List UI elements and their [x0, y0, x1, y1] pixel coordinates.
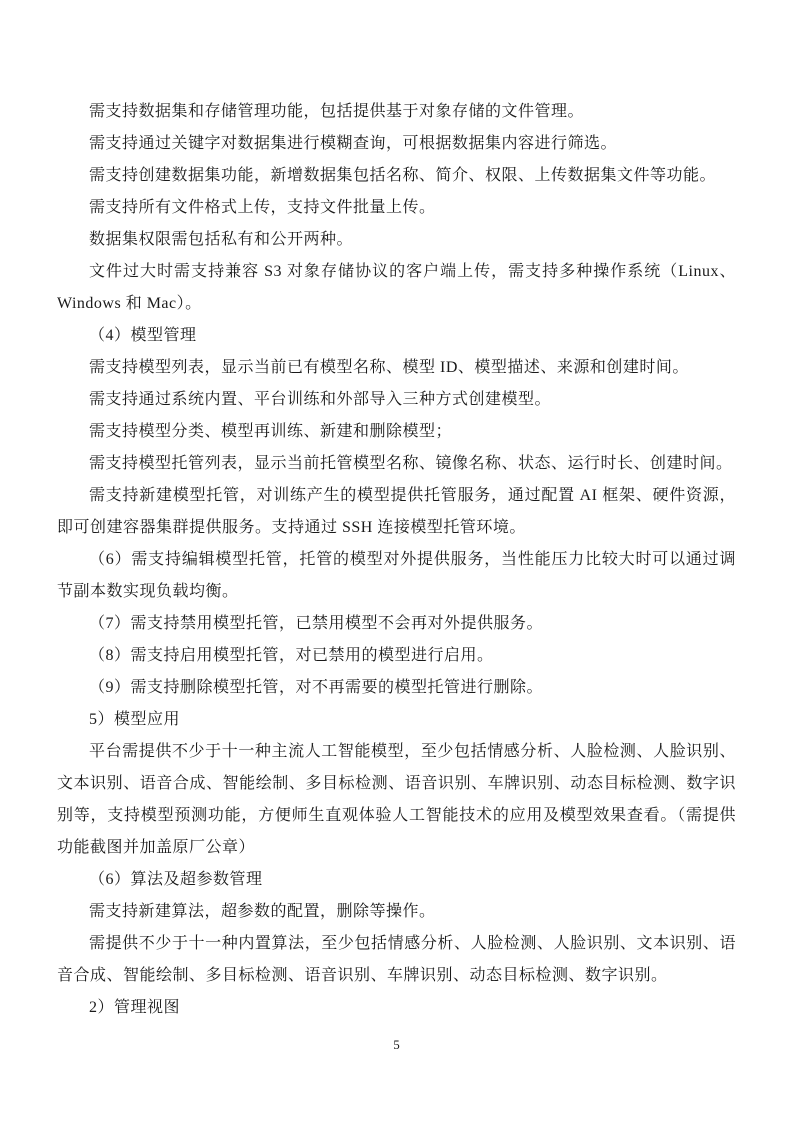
- paragraph-model-create-methods: 需支持通过系统内置、平台训练和外部导入三种方式创建模型。: [89, 391, 552, 408]
- paragraph-model-hosting-create: 需支持新建模型托管，对训练产生的模型提供托管服务，通过配置 AI 框架、硬件资源，即可创建容器集群提供服务。支持通过 SSH 连接模型托管环境。: [57, 487, 736, 536]
- paragraph-dataset-create: 需支持创建数据集功能，新增数据集包括名称、简介、权限、上传数据集文件等功能。: [89, 167, 717, 184]
- section-heading-management-view: 2）管理视图: [89, 999, 181, 1016]
- paragraph-model-hosting-disable: （7）需支持禁用模型托管，已禁用模型不会再对外提供服务。: [89, 615, 544, 632]
- paragraph-dataset-permission: 数据集权限需包括私有和公开两种。: [89, 231, 354, 248]
- paragraph-model-classify: 需支持模型分类、模型再训练、新建和删除模型；: [89, 423, 453, 440]
- section-heading-model-application: 5）模型应用: [89, 711, 181, 728]
- paragraph-file-upload: 需支持所有文件格式上传，支持文件批量上传。: [89, 199, 436, 216]
- paragraph-model-hosting-enable: （8）需支持启用模型托管，对已禁用的模型进行启用。: [89, 647, 494, 664]
- paragraph-model-hosting-edit: （6）需支持编辑模型托管，托管的模型对外提供服务，当性能压力比较大时可以通过调节副本数实现负载均衡。: [57, 551, 736, 600]
- section-heading-model-management: （4）模型管理: [89, 327, 197, 344]
- paragraph-model-hosting-delete: （9）需支持删除模型托管，对不再需要的模型托管进行删除。: [89, 679, 544, 696]
- paragraph-algorithm-operations: 需支持新建算法，超参数的配置，删除等操作。: [89, 903, 436, 920]
- paragraph-dataset-storage: 需支持数据集和存储管理功能，包括提供基于对象存储的文件管理。: [89, 103, 585, 120]
- page-number: 5: [393, 1037, 400, 1052]
- paragraph-model-hosting-list: 需支持模型托管列表，显示当前托管模型名称、镜像名称、状态、运行时长、创建时间。: [89, 455, 733, 472]
- paragraph-model-list: 需支持模型列表，显示当前已有模型名称、模型 ID、模型描述、来源和创建时间。: [89, 359, 689, 376]
- document-body: [57, 96, 736, 1024]
- section-heading-algorithm-hyperparameter: （6）算法及超参数管理: [89, 871, 263, 888]
- paragraph-s3-client-upload: 文件过大时需支持兼容 S3 对象存储协议的客户端上传，需支持多种操作系统（Linux、Windows 和 Mac）。: [57, 263, 736, 312]
- paragraph-dataset-fuzzy-search: 需支持通过关键字对数据集进行模糊查询，可根据数据集内容进行筛选。: [89, 135, 618, 152]
- paragraph-builtin-algorithms: 需提供不少于十一种内置算法，至少包括情感分析、人脸检测、人脸识别、文本识别、语音合成、智能绘制、多目标检测、语音识别、车牌识别、动态目标检测、数字识别。: [57, 935, 736, 984]
- paragraph-model-application-detail: 平台需提供不少于十一种主流人工智能模型，至少包括情感分析、人脸检测、人脸识别、文本识别、语音合成、智能绘制、多目标检测、语音识别、车牌识别、动态目标检测、数字识别等，支持模型预测功能，方便师生直观体验人工智能技术的应用及模型效果查看。（需提供功能截图并加盖原厂公章）: [57, 743, 736, 856]
